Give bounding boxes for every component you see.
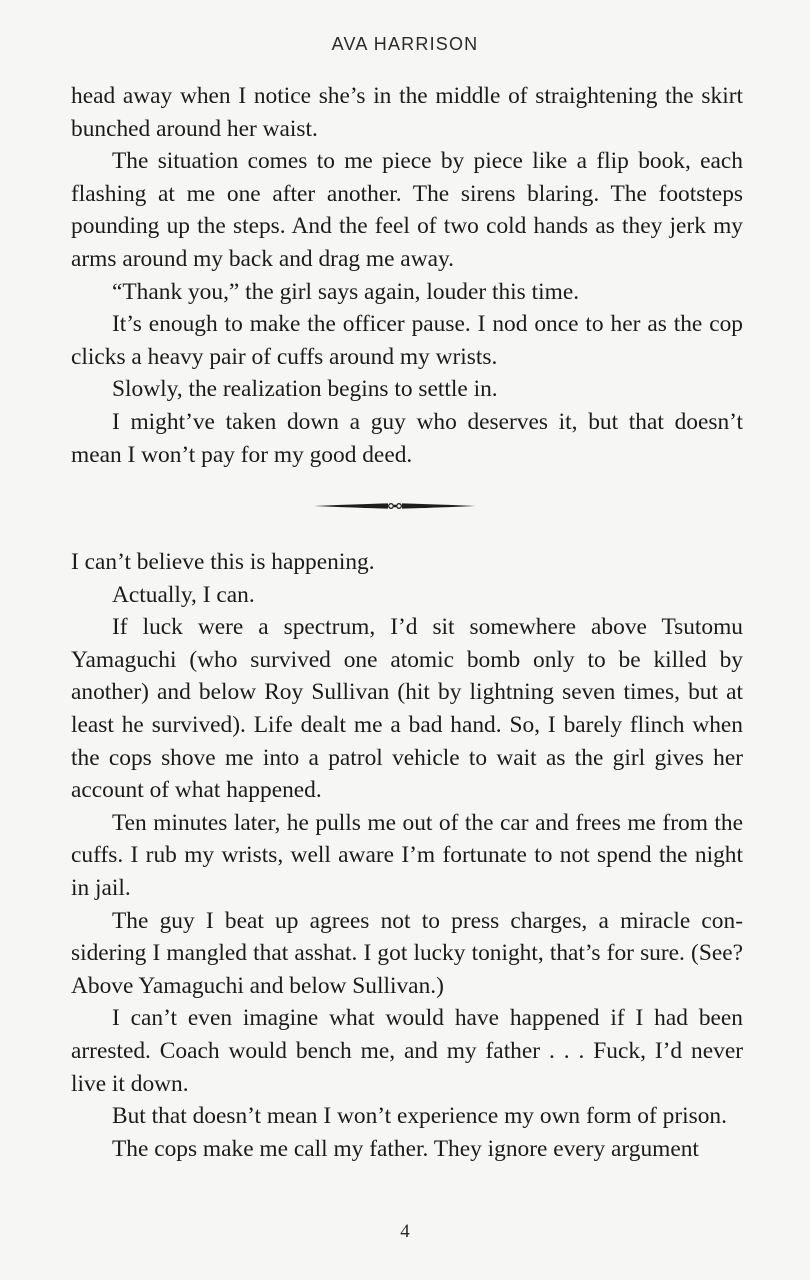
paragraph: If luck were a spectrum, I’d sit somewhere above Tsutomu Yamaguchi (who survived one atomic bomb only to be killed by another) and below Roy Sullivan (hit by lightning seven times, but at least he survived). Life dealt me a bad hand. So, I barely flinch when the cops shove me into a patrol vehicle to wait as the girl gives her account of what happened. <box>71 614 743 804</box>
paragraph: But that doesn’t mean I won’t experience my own form of prison. <box>112 1103 727 1130</box>
paragraph: I might’ve taken down a guy who deserves it, but that doesn’t mean I won’t pay for my good deed. <box>71 408 743 468</box>
paragraph: The guy I beat up agrees not to press charges, a miracle considering I mangled that asshat. I got lucky tonight, that’s for sure. (See? Above Yamaguchi and below Sullivan.) <box>71 907 743 999</box>
paragraph: I can’t even imagine what would have happened if I had been arrested. Coach would bench me, and my father . . . Fuck, I’d never live it down. <box>71 1005 743 1097</box>
page-number: 4 <box>400 1221 410 1242</box>
paragraph: “Thank you,” the girl says again, louder this time. <box>112 278 580 305</box>
paragraph: Ten minutes later, he pulls me out of the car and frees me from the cuffs. I rub my wrists, well aware I’m fortunate to not spend the night in jail. <box>71 809 743 901</box>
paragraph: The situation comes to me piece by piece like a flip book, each flashing at me one after another. The sirens blaring. The footsteps pounding up the steps. And the feel of two cold hands as they jerk my arms around my back and drag me away. <box>71 148 743 272</box>
text-section-before-break <box>71 80 743 471</box>
paragraph: Actually, I can. <box>112 581 255 608</box>
paragraph: The cops make me call my father. They ignore every argument <box>112 1135 699 1162</box>
text-section-after-break <box>71 546 743 1165</box>
paragraph: head away when I notice she’s in the middle of straightening the skirt bunched around her waist. <box>71 83 743 142</box>
ornamental-divider-icon <box>312 497 478 515</box>
paragraph: I can’t believe this is happening. <box>71 549 375 575</box>
paragraph: It’s enough to make the officer pause. I nod once to her as the cop clicks a heavy pair of cuffs around my wrists. <box>71 311 743 370</box>
paragraph: Slowly, the realization begins to settle in. <box>112 376 498 403</box>
running-head: AVA HARRISON <box>331 34 479 54</box>
